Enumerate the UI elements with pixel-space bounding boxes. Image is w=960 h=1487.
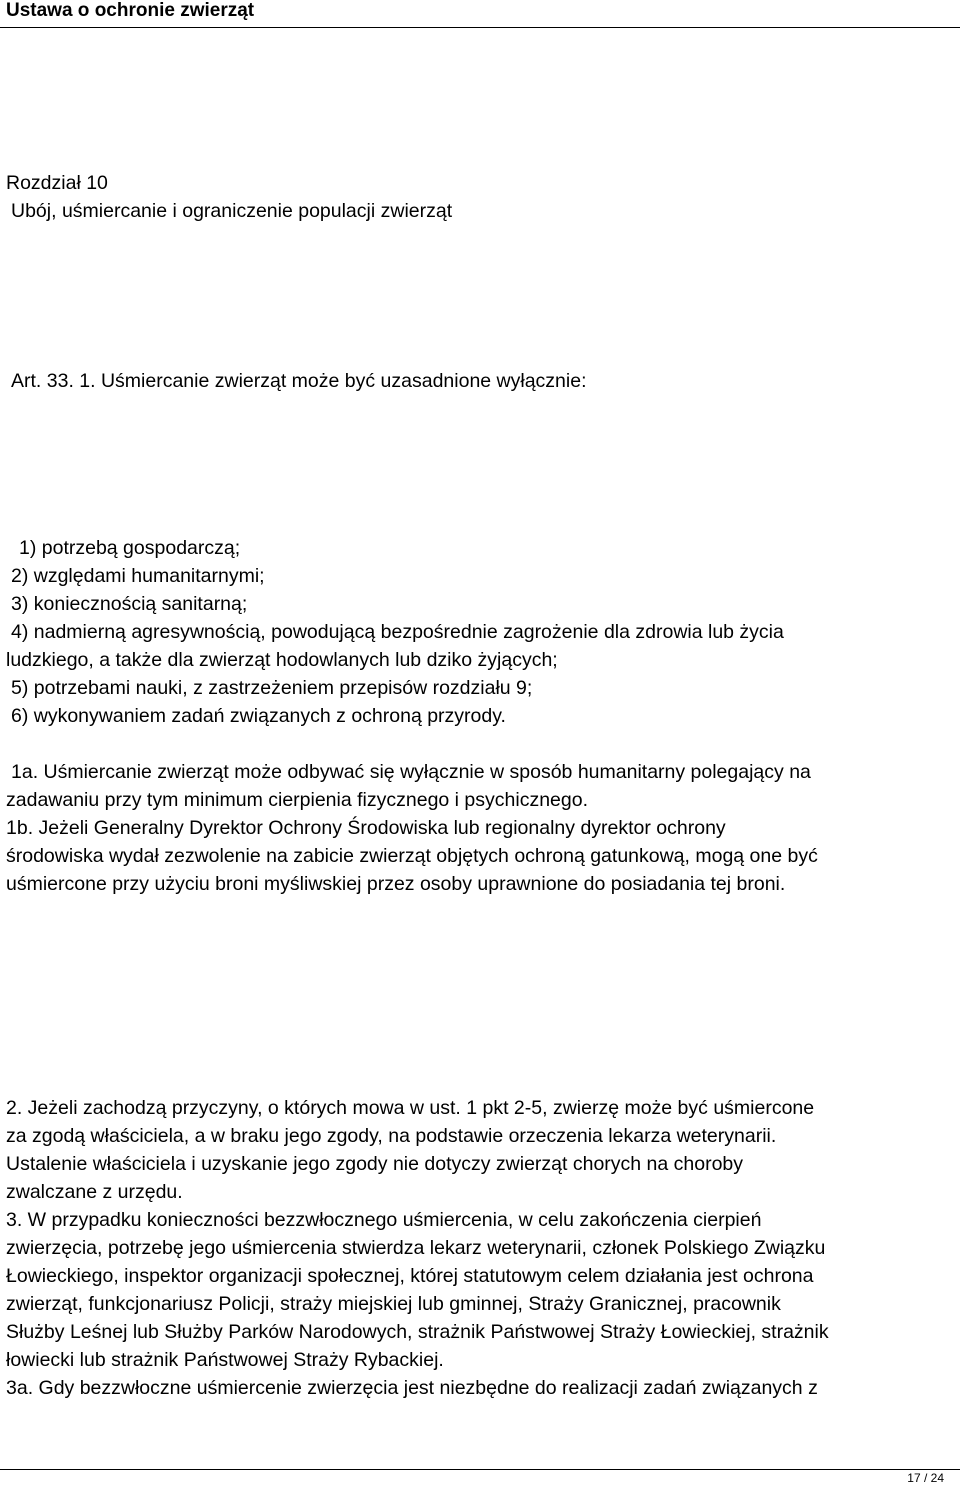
paragraph-1a-line: 1a. Uśmiercanie zwierząt może odbywać się wyłącznie w sposób humanitarny polegający na [11, 761, 811, 783]
list-item: 1) potrzebą gospodarczą; [19, 537, 241, 559]
paragraph-2-line: zwalczane z urzędu. [6, 1181, 183, 1203]
paragraph-1b-line: uśmiercone przy użyciu broni myśliwskiej przez osoby uprawnione do posiadania tej broni. [6, 873, 786, 895]
paragraph-3-line: zwierząt, funkcjonariusz Policji, straży miejskiej lub gminnej, Straży Granicznej, pracownik [6, 1293, 781, 1315]
list-item: 6) wykonywaniem zadań związanych z ochroną przyrody. [11, 705, 506, 727]
chapter-title: Ubój, uśmiercanie i ograniczenie populacji zwierząt [11, 200, 453, 222]
paragraph-2-line: Ustalenie właściciela i uzyskanie jego zgody nie dotyczy zwierząt chorych na choroby [6, 1153, 744, 1175]
list-item: 3) koniecznością sanitarną; [11, 593, 248, 615]
page-header [0, 0, 960, 28]
paragraph-3a-line: 3a. Gdy bezzwłoczne uśmiercenie zwierzęcia jest niezbędne do realizacji zadań związanych z [6, 1377, 818, 1399]
paragraph-3-line: łowiecki lub strażnik Państwowej Straży Rybackiej. [6, 1349, 444, 1371]
page-number: 17 / 24 [907, 1471, 944, 1485]
paragraph-1b-line: środowiska wydał zezwolenie na zabicie zwierząt objętych ochroną gatunkową, mogą one być [6, 845, 818, 867]
paragraph-2-line: 2. Jeżeli zachodzą przyczyny, o których mowa w ust. 1 pkt 2-5, zwierzę może być uśmiercone [6, 1097, 815, 1119]
footer-divider [0, 1469, 960, 1470]
list-item-continuation: ludzkiego, a także dla zwierząt hodowlanych lub dziko żyjących; [6, 649, 558, 671]
list-item: 4) nadmierną agresywnością, powodującą bezpośrednie zagrożenie dla zdrowia lub życia [11, 621, 784, 643]
paragraph-1b-line: 1b. Jeżeli Generalny Dyrektor Ochrony Środowiska lub regionalny dyrektor ochrony [6, 817, 726, 839]
paragraph-3-line: Służby Leśnej lub Służby Parków Narodowych, strażnik Państwowej Straży Łowieckiej, strażnik [6, 1321, 829, 1343]
document-title: Ustawa o ochronie zwierząt [6, 0, 255, 21]
article-intro: Art. 33. 1. Uśmiercanie zwierząt może być uzasadnione wyłącznie: [11, 370, 587, 392]
paragraph-3-line: 3. W przypadku konieczności bezzwłocznego uśmiercenia, w celu zakończenia cierpień [6, 1209, 762, 1231]
paragraph-3-line: Łowieckiego, inspektor organizacji społecznej, której statutowym celem działania jest ochrona [6, 1265, 814, 1287]
chapter-number: Rozdział 10 [6, 172, 108, 194]
paragraph-2-line: za zgodą właściciela, a w braku jego zgody, na podstawie orzeczenia lekarza weterynarii. [6, 1125, 777, 1147]
list-item: 2) względami humanitarnymi; [11, 565, 265, 587]
paragraph-3-line: zwierzęcia, potrzebę jego uśmiercenia stwierdza lekarz weterynarii, członek Polskiego Związku [6, 1237, 826, 1259]
paragraph-1a-line: zadawaniu przy tym minimum cierpienia fizycznego i psychicznego. [6, 789, 588, 811]
list-item: 5) potrzebami nauki, z zastrzeżeniem przepisów rozdziału 9; [11, 677, 533, 699]
